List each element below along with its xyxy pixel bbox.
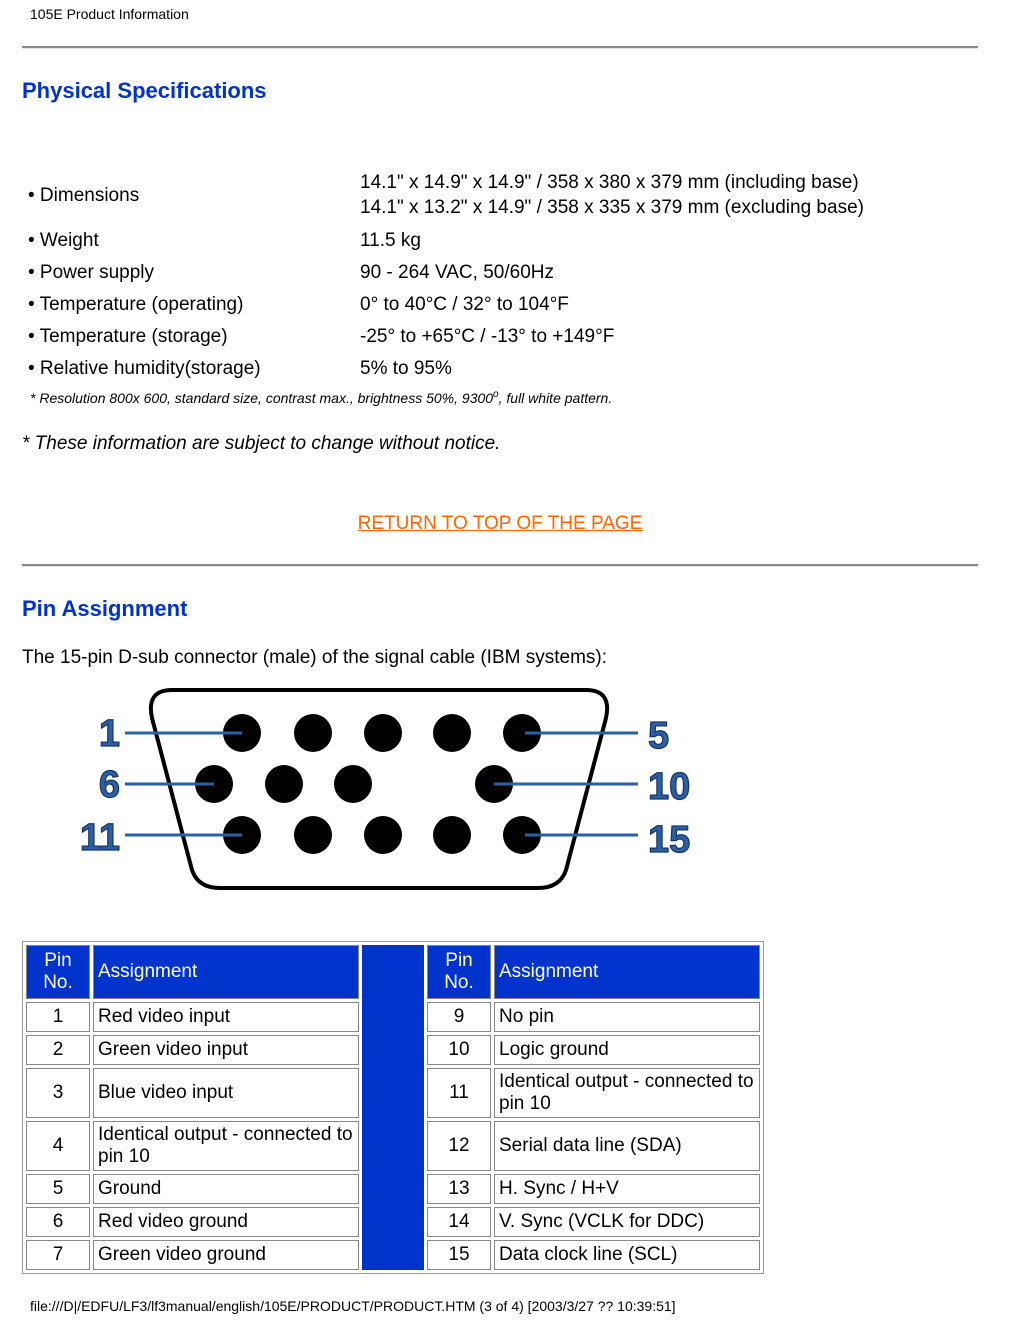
spec-label: • Temperature (storage) — [28, 325, 228, 347]
pin-number: 11 — [427, 1068, 491, 1118]
header-assignment: Assignment — [494, 945, 760, 999]
pin-assignment: Ground — [93, 1174, 359, 1204]
pin-number: 9 — [427, 1002, 491, 1032]
pin-assignment: Logic ground — [494, 1035, 760, 1065]
pin-number: 7 — [26, 1240, 90, 1270]
spec-value: 0° to 40°C / 32° to 104°F — [360, 293, 569, 315]
pin-assignment: Red video input — [93, 1002, 359, 1032]
pin-assignment: Green video ground — [93, 1240, 359, 1270]
spec-row-temp-operating — [24, 288, 868, 320]
spec-value-line: 14.1" x 14.9" x 14.9" / 358 x 380 x 379 mm (including base) — [360, 172, 859, 193]
divider — [22, 46, 978, 49]
spec-value: 11.5 kg — [360, 229, 421, 251]
pin-assignment-table — [22, 941, 764, 1274]
pin-label-5: 5 — [648, 715, 670, 757]
pin-number: 3 — [26, 1068, 90, 1118]
spec-label: • Temperature (operating) — [28, 293, 244, 315]
header-pin-no: Pin No. — [26, 945, 90, 999]
spec-value: -25° to +65°C / -13° to +149°F — [360, 325, 615, 347]
spec-label: • Relative humidity(storage) — [28, 357, 261, 379]
header-assignment: Assignment — [93, 945, 359, 999]
pin-assignment: Blue video input — [93, 1068, 359, 1118]
pin-table-header — [26, 945, 760, 999]
connector-description: The 15-pin D-sub connector (male) of the signal cable (IBM systems): — [22, 647, 608, 668]
pin-number: 4 — [26, 1121, 90, 1171]
spec-row-weight — [24, 224, 868, 256]
pin-assignment: Serial data line (SDA) — [494, 1121, 760, 1171]
pin-assignment: V. Sync (VCLK for DDC) — [494, 1207, 760, 1237]
spec-value: 90 - 264 VAC, 50/60Hz — [360, 261, 554, 283]
pin-assignment: Green video input — [93, 1035, 359, 1065]
change-notice: * These information are subject to change without notice. — [22, 433, 501, 454]
spec-row-humidity — [24, 352, 868, 384]
pin-assignment: Identical output - connected to pin 10 — [93, 1121, 359, 1171]
header-pin-no: Pin No. — [427, 945, 491, 999]
pin-assignment-heading: Pin Assignment — [22, 596, 188, 621]
pin-label-1: 1 — [98, 713, 120, 755]
pin-hole — [294, 714, 332, 752]
spec-row-dimensions — [24, 166, 868, 224]
pin-number: 14 — [427, 1207, 491, 1237]
pin-hole — [433, 714, 471, 752]
divider — [22, 564, 978, 567]
spec-label: • Dimensions — [28, 184, 140, 206]
pin-assignment: Data clock line (SCL) — [494, 1240, 760, 1270]
physical-specs-table — [24, 166, 868, 384]
pin-hole — [265, 765, 303, 803]
spec-row-power-supply — [24, 256, 868, 288]
pin-assignment: H. Sync / H+V — [494, 1174, 760, 1204]
physical-specifications-heading: Physical Specifications — [22, 78, 267, 103]
pin-label-11: 11 — [79, 817, 120, 859]
pin-assignment: No pin — [494, 1002, 760, 1032]
degree-superscript: o — [493, 389, 499, 400]
page-header: 105E Product Information — [30, 6, 189, 22]
footnote-tail: , full white pattern. — [498, 390, 613, 406]
spec-value — [356, 166, 868, 224]
table-divider-column — [362, 945, 424, 1270]
pin-number: 13 — [427, 1174, 491, 1204]
pin-hole — [364, 816, 402, 854]
spec-value: 5% to 95% — [360, 357, 452, 379]
pin-number: 1 — [26, 1002, 90, 1032]
resolution-footnote — [30, 390, 612, 406]
pin-number: 15 — [427, 1240, 491, 1270]
footnote-text: * Resolution 800x 600, standard size, contrast max., brightness 50%, 9300 — [30, 390, 494, 406]
pin-hole — [294, 816, 332, 854]
pin-number: 6 — [26, 1207, 90, 1237]
spec-row-temp-storage — [24, 320, 868, 352]
pin-label-15: 15 — [648, 819, 691, 861]
spec-label: • Weight — [28, 229, 99, 251]
spec-label: • Power supply — [28, 261, 154, 283]
pin-number: 2 — [26, 1035, 90, 1065]
spec-value-line: 14.1" x 13.2" x 14.9" / 358 x 335 x 379 mm (excluding base) — [360, 197, 864, 218]
pin-number: 12 — [427, 1121, 491, 1171]
pin-hole — [433, 816, 471, 854]
return-to-top-link[interactable]: RETURN TO TOP OF THE PAGE — [357, 513, 643, 534]
pin-label-6: 6 — [98, 764, 120, 806]
pin-number: 5 — [26, 1174, 90, 1204]
pin-label-10: 10 — [648, 766, 691, 808]
pin-assignment: Red video ground — [93, 1207, 359, 1237]
pin-number: 10 — [427, 1035, 491, 1065]
pin-hole — [334, 765, 372, 803]
d-sub-connector-diagram — [70, 680, 710, 900]
page-footer-path: file:///D|/EDFU/LF3/lf3manual/english/105E/PRODUCT/PRODUCT.HTM (3 of 4) [2003/3/27 ?? 10:39:51] — [30, 1298, 676, 1314]
pin-hole — [364, 714, 402, 752]
pin-assignment: Identical output - connected to pin 10 — [494, 1068, 760, 1118]
